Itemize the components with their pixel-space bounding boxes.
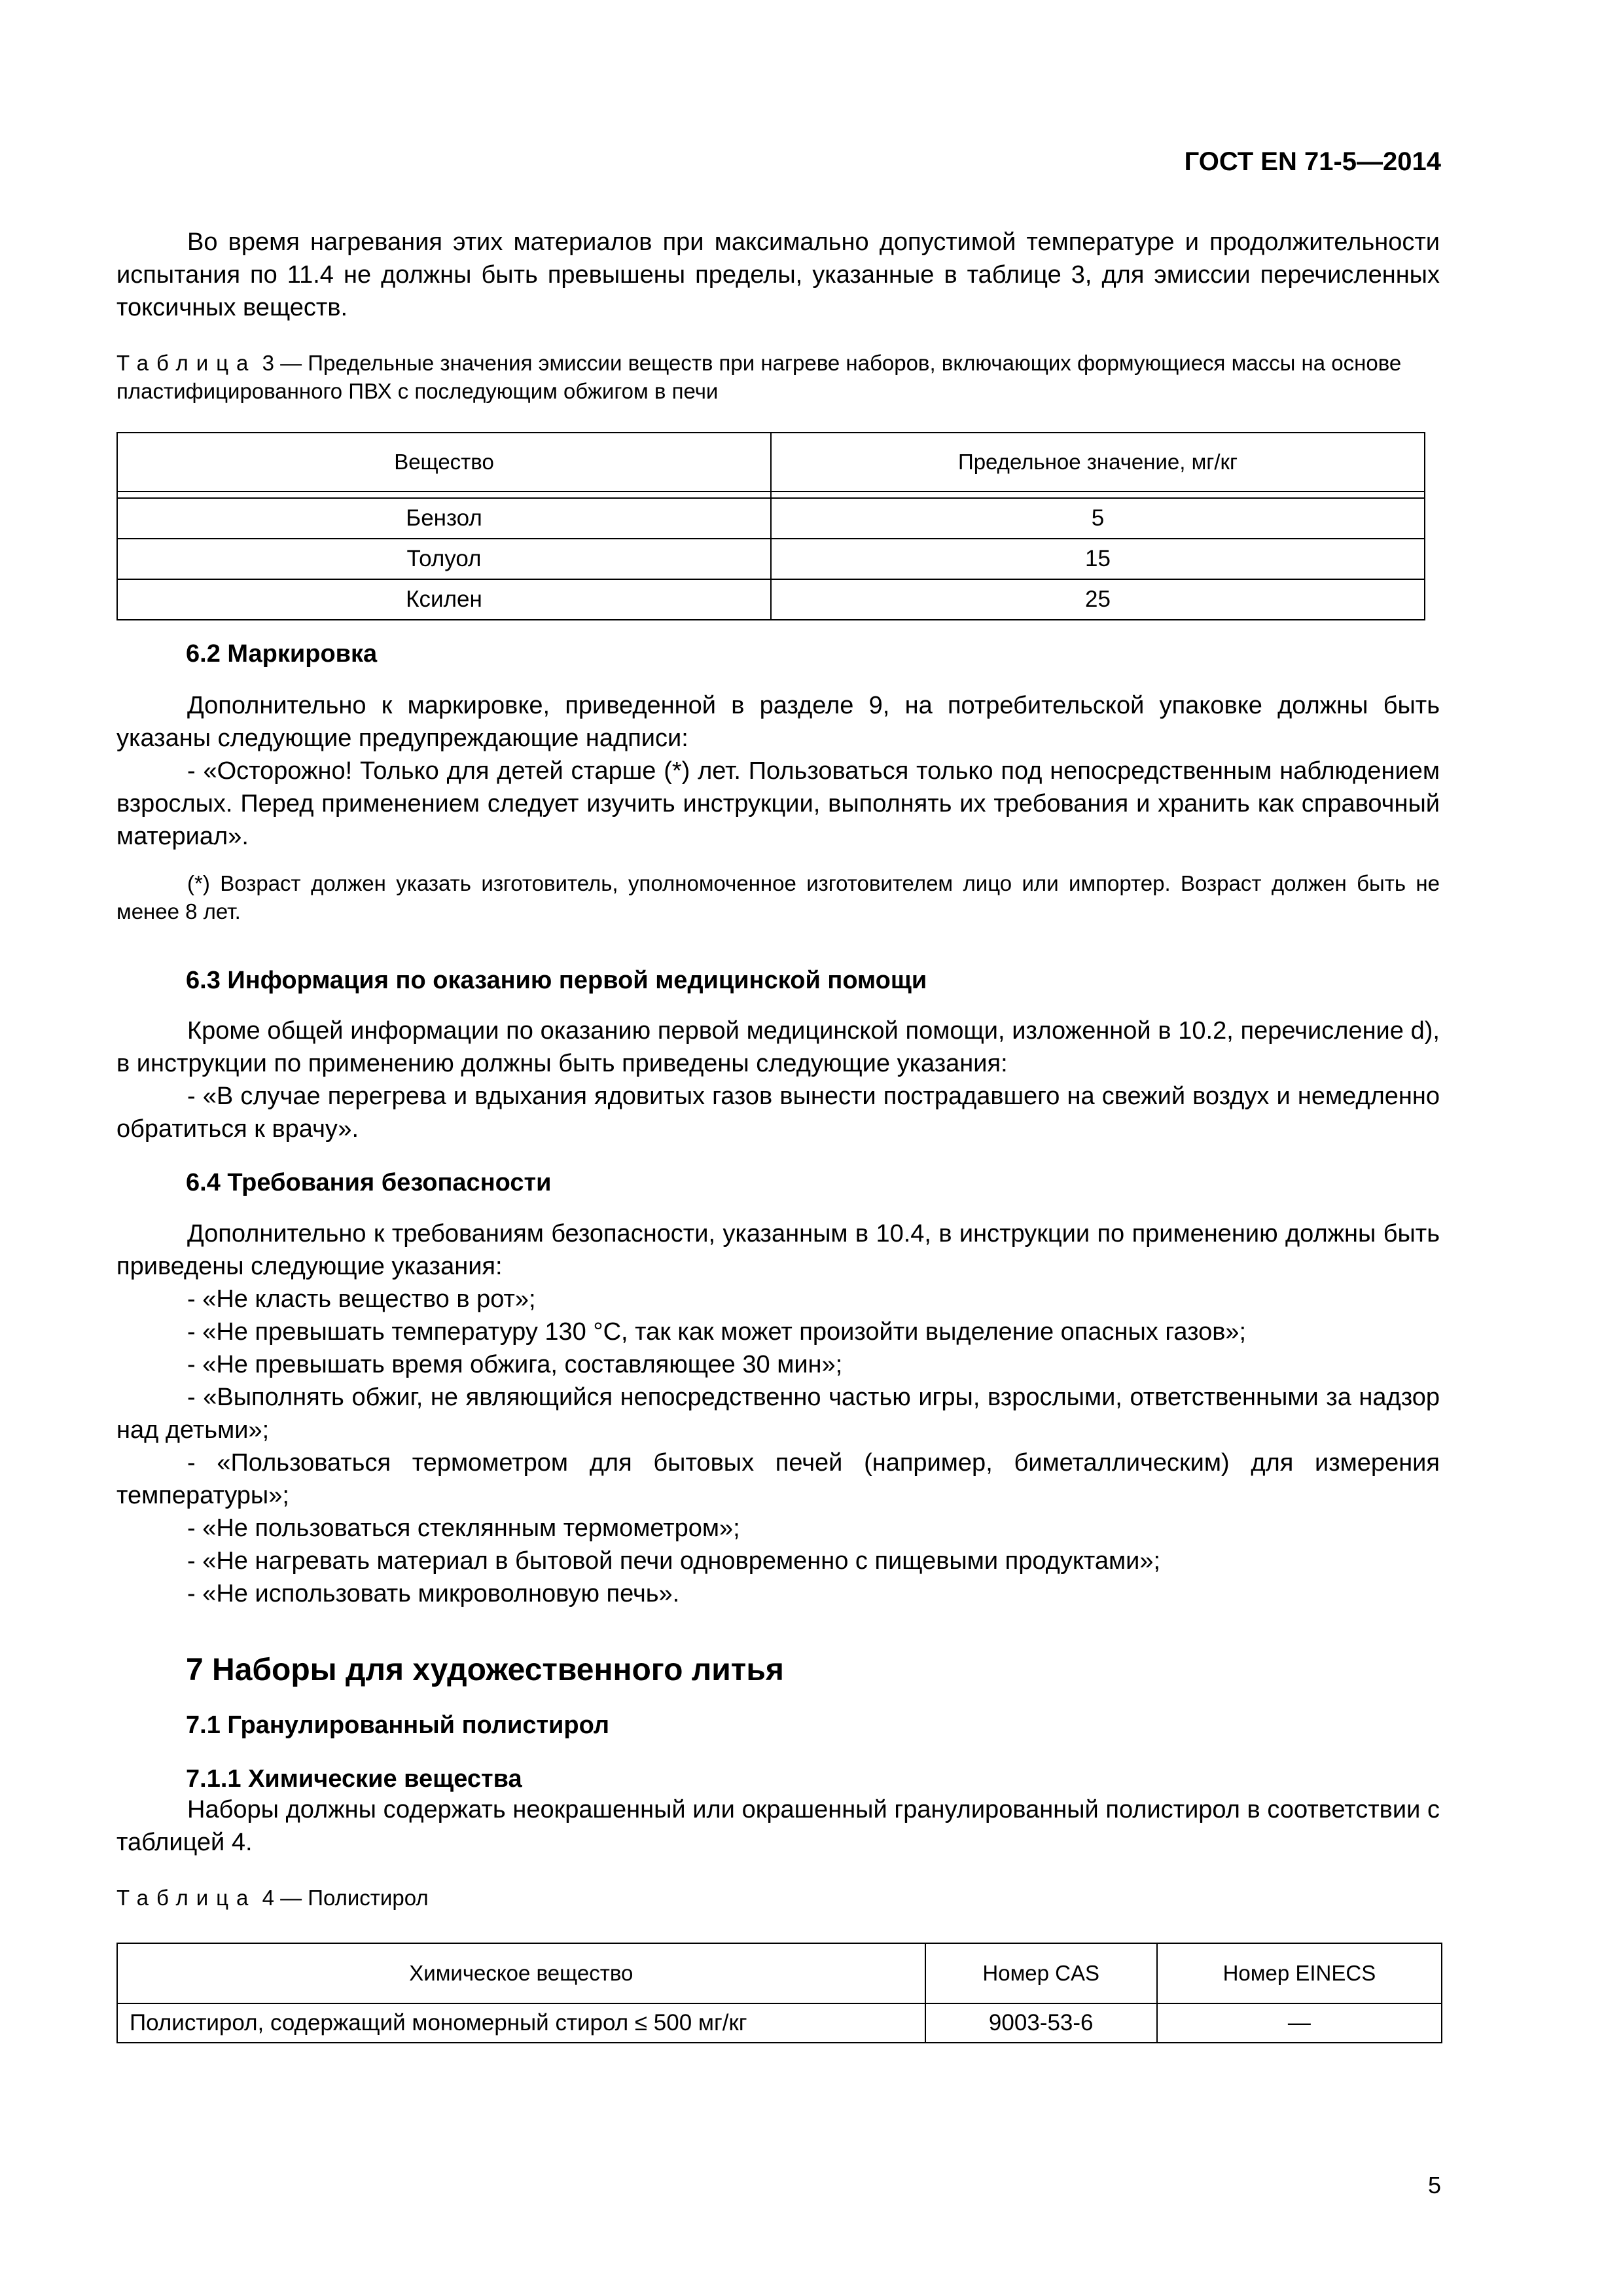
table3-cell: Толуол <box>117 539 771 579</box>
section-6-3-item: - «В случае перегрева и вдыхания ядовитых газов вынести пострадавшего на свежий воздух и немедленно обратиться к врачу». <box>116 1083 1440 1143</box>
section-7-title: 7 Наборы для художественного литья <box>186 1653 784 1687</box>
table4-caption-label: Таблица <box>116 1886 257 1910</box>
table3-header-row <box>117 433 1425 492</box>
list-item: - «Пользоваться термометром для бытовых печей (например, биметаллическим) для измерения температуры»; <box>116 1449 1440 1509</box>
table4-header-einecs: Номер EINECS <box>1157 1943 1442 2003</box>
section-7-1-1-para: Наборы должны содержать неокрашенный или окрашенный гранулированный полистирол в соответствии с таблицей 4. <box>116 1796 1440 1856</box>
intro-paragraph <box>116 226 1440 324</box>
list-item: - «Не использовать микроволновую печь». <box>187 1580 680 1607</box>
table3-cell: Бензол <box>117 498 771 539</box>
section-6-4-title: 6.4 Требования безопасности <box>186 1169 552 1196</box>
list-item: - «Не нагревать материал в бытовой печи одновременно с пищевыми продуктами»; <box>187 1547 1161 1575</box>
section-6-2-body <box>116 689 1440 853</box>
section-6-2-title: 6.2 Маркировка <box>186 640 378 668</box>
table3-cell: 5 <box>771 498 1425 539</box>
table-4 <box>116 1943 1442 2043</box>
table4-cell: Полистирол, содержащий мономерный стирол ≤ 500 мг/кг <box>117 2003 925 2043</box>
list-item: - «Не превышать температуру 130 °С, так как может произойти выделение опасных газов»; <box>187 1318 1247 1346</box>
section-6-4-para: Дополнительно к требованиям безопасности, указанным в 10.4, в инструкции по применению должны быть приведены следующие указания: <box>116 1220 1440 1280</box>
list-item: - «Не класть вещество в рот»; <box>187 1285 536 1313</box>
section-7-1-title: 7.1 Гранулированный полистирол <box>186 1712 610 1739</box>
section-7-1-1-body <box>116 1793 1440 1859</box>
table3-cell: 25 <box>771 579 1425 620</box>
section-6-2-para: Дополнительно к маркировке, приведенной в разделе 9, на потребительской упаковке должны быть указаны следующие предупреждающие надписи: <box>116 692 1440 752</box>
page-number: 5 <box>1427 2172 1441 2198</box>
section-6-3-body <box>116 1014 1440 1145</box>
table3-caption-text: 3 — Предельные значения эмиссии веществ при нагреве наборов, включающих формующиеся массы на основе пластифицированного ПВХ с последующим обжигом в печи <box>116 351 1402 403</box>
table3-caption-label: Таблица <box>116 351 257 375</box>
list-item: - «Не пользоваться стеклянным термометром»; <box>187 1515 740 1542</box>
table-row <box>117 539 1425 579</box>
table-row <box>117 498 1425 539</box>
section-6-4-body <box>116 1217 1440 1610</box>
section-6-3-title: 6.3 Информация по оказанию первой медицинской помощи <box>186 967 927 994</box>
table4-header-cas: Номер CAS <box>925 1943 1157 2003</box>
document-id: ГОСТ EN 71-5—2014 <box>1184 147 1441 176</box>
table-row <box>117 2003 1442 2043</box>
table4-cell: — <box>1157 2003 1442 2043</box>
table4-caption <box>116 1884 1440 1912</box>
table4-caption-text: 4 — Полистирол <box>262 1886 429 1910</box>
table3-caption <box>116 349 1440 405</box>
section-6-2-footnote: (*) Возраст должен указать изготовитель, уполномоченное изготовителем лицо или импортер. Возраст должен быть не менее 8 лет. <box>116 871 1440 924</box>
list-item: - «Выполнять обжиг, не являющийся непосредственно частью игры, взрослыми, ответственными за надзор над детьми»; <box>116 1384 1440 1444</box>
table4-header-substance: Химическое вещество <box>117 1943 925 2003</box>
section-6-2-item: - «Осторожно! Только для детей старше (*) лет. Пользоваться только под непосредственным наблюдением взрослых. Перед применением следует изучить инструкции, выполнять их требования и хранить как справочный материал». <box>116 757 1440 850</box>
table3-header-limit: Предельное значение, мг/кг <box>771 433 1425 492</box>
section-6-3-para: Кроме общей информации по оказанию первой медицинской помощи, изложенной в 10.2, перечисление d), в инструкции по применению должны быть приведены следующие указания: <box>116 1017 1440 1077</box>
table-3 <box>116 432 1425 620</box>
table4-cell: 9003-53-6 <box>925 2003 1157 2043</box>
table4-header-row <box>117 1943 1442 2003</box>
table-row <box>117 579 1425 620</box>
table3-cell: Ксилен <box>117 579 771 620</box>
section-7-1-1-title: 7.1.1 Химические вещества <box>186 1765 522 1793</box>
table3-header-substance: Вещество <box>117 433 771 492</box>
intro-text: Во время нагревания этих материалов при максимально допустимой температуре и продолжительности испытания по 11.4 не должны быть превышены пределы, указанные в таблице 3, для эмиссии перечисленных токсичных веществ. <box>116 228 1440 321</box>
list-item: - «Не превышать время обжига, составляющее 30 мин»; <box>187 1351 843 1378</box>
table3-spacer <box>117 492 1425 498</box>
table3-cell: 15 <box>771 539 1425 579</box>
